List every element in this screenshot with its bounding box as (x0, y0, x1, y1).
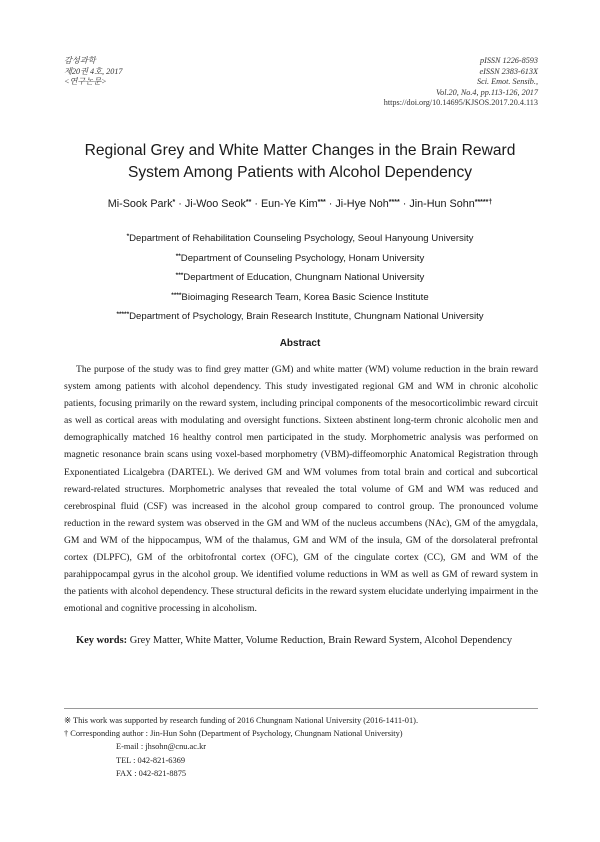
footnote-divider (64, 708, 538, 709)
author-name: Jin-Hun Sohn (409, 198, 475, 210)
affiliation-mark: * (126, 233, 130, 240)
volume-korean: 제20권 4호, 2017 (64, 66, 123, 76)
author-list (40, 196, 560, 211)
contact-tel: TEL : 042-821-6369 (116, 755, 186, 765)
funding-note: ※ This work was supported by research funding of 2016 Chungnam National University (2016-1411-01). (64, 716, 419, 725)
journal-header-right (384, 56, 538, 109)
affiliation-text: Department of Education, Chungnam National University (183, 272, 425, 284)
author-mark: * (172, 199, 176, 206)
author-name: Eun-Ye Kim (260, 198, 318, 210)
affiliation-mark: *** (175, 272, 184, 280)
affiliation-mark: ** (175, 252, 181, 260)
affiliation (40, 267, 560, 287)
keywords-label: Key words: (76, 635, 128, 646)
affiliation-list (40, 228, 560, 326)
eissn: eISSN 2383-613X (479, 66, 538, 76)
author-mark: *** (317, 199, 326, 206)
keywords-text: Grey Matter, White Matter, Volume Reduction, Brain Reward System, Alcohol Dependency (127, 635, 513, 646)
title-line-2: System Among Patients with Alcohol Dependency (127, 164, 473, 181)
keywords (64, 634, 538, 648)
contact-email: E-mail : jhsohn@cnu.ac.kr (116, 742, 207, 752)
paper-title (40, 140, 560, 184)
journal-abbrev: Sci. Emot. Sensib., (477, 77, 538, 86)
pissn: pISSN 1226-8593 (480, 56, 538, 65)
affiliation-text: Department of Counseling Psychology, Honam University (180, 252, 425, 264)
author-separator: · (251, 198, 261, 210)
affiliation (40, 287, 560, 307)
author-mark: **** (388, 199, 400, 206)
footnotes (64, 714, 538, 780)
doi-link[interactable]: https://doi.org/10.14695/KJSOS.2017.20.4.113 (383, 98, 538, 107)
contact-fax: FAX : 042-821-8875 (116, 768, 187, 778)
author-mark: *****† (474, 199, 493, 206)
affiliation (40, 248, 560, 268)
author-separator: · (399, 198, 410, 210)
affiliation-mark: **** (171, 291, 182, 299)
abstract-heading: Abstract (279, 338, 321, 349)
corresponding-author-note: † Corresponding author : Jin-Hun Sohn (Department of Psychology, Chungnam National University) (64, 729, 403, 739)
citation: Vol.20, No.4, pp.113-126, 2017 (436, 87, 538, 97)
author-separator: · (175, 198, 185, 210)
journal-name-korean: 감성과학 (64, 56, 96, 65)
title-line-1: Regional Grey and White Matter Changes in the Brain Reward (84, 142, 516, 159)
affiliation (40, 228, 560, 248)
article-type: <연구논문> (64, 77, 107, 86)
affiliation-text: Department of Rehabilitation Counseling Psychology, Seoul Hanyoung University (129, 233, 474, 244)
author-name: Mi-Sook Park (107, 198, 173, 210)
affiliation-mark: ***** (116, 311, 130, 319)
journal-header-left (64, 56, 123, 88)
author-mark: ** (245, 199, 252, 206)
affiliation-text: Department of Psychology, Brain Research Institute, Chungnam National University (129, 311, 484, 323)
abstract-body: The purpose of the study was to find grey matter (GM) and white matter (WM) volume reduction in the brain reward system among patients with alcohol dependency. This study investigated regional GM and WM in chronic alcoholic patients, focusing primarily on the reward system, including principal components of the mesocorticolimbic reward circuit as well as cortical areas with modulating and oversight functions. Sixteen abstinent long-term chronic alcoholic men and demographically matched 16 healthy control men participated in the study. Morphometric analysis was performed on magnetic resonance brain scans using voxel-based morphometry (VBM)-diffeomorphic Anatomical Registration through Exponentiated Licalgebra (DARTEL). We derived GM and WM volumes from total brain and cortical and subcortical reward-related structures. Morphometric analyses that revealed the total volume of GM and WM was reduced and cerebrospinal fluid (CSF) was increased in the alcohol group compared to control group. The pronounced volume reduction in the reward system was observed in the GM and WM of the nucleus accumbens (NAc), GM of the amygdala, GM and WM of the hippocampus, WM of the thalamus, GM and WM of the insula, GM of the dorsolateral prefrontal cortex (DLPFC), GM of the orbitofrontal cortex (OFC), GM of the cingulate cortex (CC), GM and WM of the parahippocampal gyrus in the alcohol group. We identified volume reductions in WM as well as GM of reward system in the patients with alcohol dependency. These structural deficits in the reward system elucidate underlying impairment in the emotional and cognitive processing in alcoholism. (64, 364, 538, 615)
author-separator: · (325, 198, 336, 210)
affiliation-text: Bioimaging Research Team, Korea Basic Science Institute (181, 291, 429, 303)
affiliation (40, 306, 560, 326)
author-name: Ji-Woo Seok (184, 198, 246, 210)
author-name: Ji-Hye Noh (335, 198, 389, 210)
